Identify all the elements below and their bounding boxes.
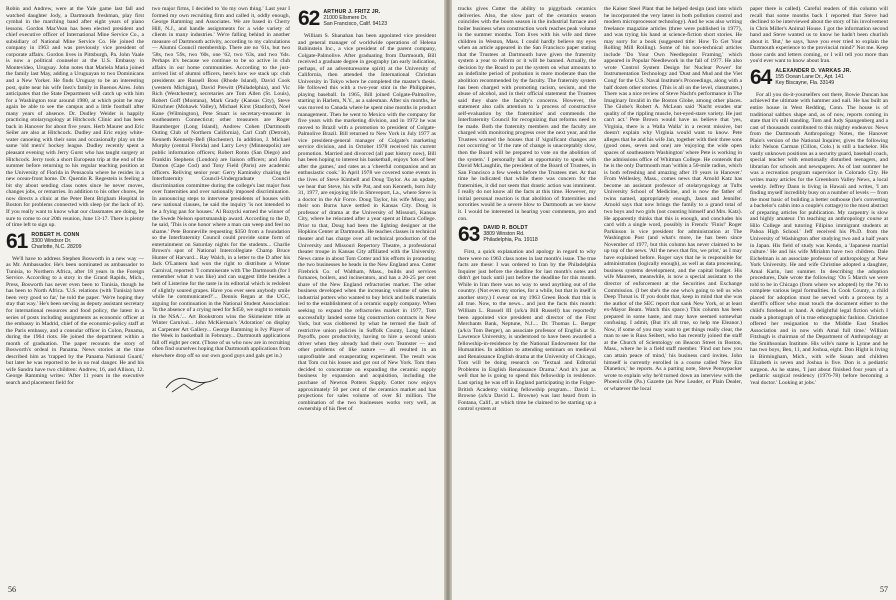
address-line: Philadelphia, Pa. 19118 [483, 237, 538, 244]
secretary-name: ROBERT H. CONN [31, 231, 80, 238]
class-heading [458, 225, 596, 245]
address-line: 155 Ocean Lane Dr., Apt. 141 [775, 74, 844, 81]
address-line: 3300 Windsor Dr. [31, 237, 72, 244]
page-number: 56 [8, 585, 16, 594]
secretary-name: ALEXANDER D. VARKAS JR. [775, 67, 852, 74]
address-line: 3809 Winston Rd. [483, 231, 525, 238]
sketch-illustration [162, 366, 222, 396]
secretary-address [775, 68, 851, 86]
secretary-address [483, 225, 537, 243]
binding-gutter [444, 0, 452, 600]
right-page [452, 0, 896, 600]
address-line: 21000 Ellsmere Dr. [323, 15, 368, 22]
secretary-address [31, 232, 81, 250]
left-column-3 [298, 6, 436, 576]
class-heading [750, 65, 888, 89]
page-number: 57 [880, 585, 888, 594]
left-column-1 [6, 6, 144, 576]
secretary-name: ARTHUR J. FRITZ JR. [323, 9, 381, 15]
class-number: 64 [750, 65, 772, 89]
class-heading [6, 229, 144, 253]
class-notes-text: two major firms, I decided to 'do my own thing.' Last year I formed my own recruiting firm and called it, oddly enough, George Ramming and Associates. We are based in Cherry Hill, N.J., and handle assignments for a wide variety of clients in many industries.' We're falling behind in another measure of Dartmouth activity, according to my calculations — Alumni Council membership. There are no '61s, but two '58s, two '59s, two '60s, one '62, two '63s, and two '64s. Perhaps it's because we continue to be so active in club affairs in our home communities. According to the just-arrived list of alumni officers, here's how we stack up: club presidents are Russell Boss (Rhode Island), David Cook (western Michigan), David Prewitt (Philadelphia), and Vic Rich (Westchester); secretaries are Tom Allen (St. Louis), Robert Goff (Montana), Mark Grady (Kansas City), Steve Kirschner (Mohawk Valley), Michael Kirst (Stanford), Noel Kane (Wilmington), Pete Stuart is secretary-treasurer in southeastern Connecticut; other treasurers are Roger Baumberger (Long Island), Andrew Cohen (Dartmouth Outing Club of Northern California), Carl Craft (Detroit), Kenneth Kennedy-Bell (Rochester). In addition, J. Michael Murphy (central Florida) and Larry Levy (Minneapolis) are public information officers; Robert Ronto (San Diego) and Franklin Stephens (London) are liaison officers; and John Damon (Cape Cod) and Tony Field (Paris) are academic officers. Reliving senior year: Gerry Kaminsky chairing the Interfraternity Council-Undergraduate Council discrimination committee during the college's last major fuss over fraternities and over nationally imposed discrimination. In announcing steps to intervene presidents of houses with new national clauses, he said the inquiry 'is not intended to be a frying pan for houses.' Al Rozycki earned the winner of the Swede Nelson sportsmanship award. According to the D, he said, 'This is one honor where a man can weep and feel no shame.' Pete Bonneville requesting $350 from a foundation so the Interfraternity Council could provide some form of entertainment on Saturday nights for the students... Charlie Brown's spot of National Intercollegiate Champ Bruce Hunter of Harvard... Ray Walch, in a letter to the D after his Jack O'Lantern had won the right to distribute a Winter Carnival, reported: 'I commiserate with The Dartmouth (for I remember what it was like) and can suggest little besides a belt of Listerine for the taste in its editorial which is redolent of slightly soured grapes. Have you ever seen anybody smile while he communicated?'... Dennis Regan at the UGC, arguing for continuation in the National Student Association: 'In the absence of a crying need for $450, we ought to remain in the NSA.'... Art Bookstrom wins the Skimeister title at Winter Carnival... John McKiernan's 'Adoration' on display at Carpenter Art Gallery... George Ramming is Ivy Player of the Week in basketball in February... Dartmouth applications fall off eight per cent. (Those of us who now are in recruiting often find ourselves hoping that Dartmouth applications from elsewhere drop off so our own good guys and gals get in.) [152, 6, 290, 359]
class-notes-text: paper there is called). Careful readers of this column will recall that some months back I reported that Steve had declined to be interviewed about the story of his involvement in Chris Miller's Animal House. I got the information second hand and Steve wanted us to know he hadn't been churlish about it. 'But,' he says, 'have you ever tried to explain the Dartmouth experience to the provincial mind?' Not me. Keep those cards and letters coming, or I will tell you more than you'd ever want to know about Iran. [750, 6, 888, 65]
class-notes-text: the Kaiser Steel Plant that he helped design (and into which he incorporated the very latest in both pollution control and modern microprocessor technology). And he was also writing freelance magazine articles (three were published in 1977), and was trying his hand at science-fiction short stories. He may sorry for a book (suggested title: How To Get Your Rolling Mill Rolling). Some of his non-technical articles include 'Do Your Own Needlepoint Framing,' which appeared in Popular Needlework in the fall of 1977. He also wrote 'Control System Design for Nuclear Power' for Instrumentation Technology and 'Dust and Mud and the Viet Cong' for the U.S. Naval Institute's Proceedings, along with a half dozen other stories. (This is all on the level, classmates.) There was a nice review of Steve Nacht's performance in The Imaginary Invalid in the Boston Globe, among other places. The Globe's Robert A. McLean said 'Nacht exudes star quality of the rippling muscle, hot-eyed-stare variety. He just can't act.' Pete Brown would have us believe that 'yes, Virginia, there is a Walla Walla' in a recent missive, but doesn't explain why Virginia would want to know. Pete alleges that he and his wife Jan, together with their three sons (good ones, seven and one) are 'enjoying the wide open spaces of southeastern Washington' where Pete is working in the admissions office of Whitman College. He contends that he is the only Dartmouth man 'within a 50-mile radius, which is both refreshing and amazing after 19 years in Hanover.' From Wellesley, Mass., comes news that Arnold Katz has become an assistant professor of otolaryngology at Tufts University School of Medicine, and is now the father of twins named, appropriately enough, Jason and Jennifer. Arnold says that now brings the family to a grand total of two boys and two girls (not counting himself and Mrs. Katz). He apparently thinks that this is enough, and concludes his card with a single word, possibly in French: 'Finis!' Roger Parkinson is vice president for administration at The Washington Post (and what's more, he has been since November of 1977, but this column has never claimed to be up top of the news. 'All the news that fits, we print,' as I may have explained before. Roger says that he is responsible for administration (logically enough), as well as data processing, business systems development, and the capital budget. His wife Maureen, meanwhile, is now a special assistant to the director of enforcement at the Securities and Exchange Commission. (I bet she's the one who's going to tell us who Deep Throat is. If you doubt that, keep in mind that she was the author of the SEC report that sank New York, or at least ex-Mayor Beam. Watch this space.) This column has been prepared in some haste, and may have seemed somewhat confusing. I admit, (But it's all true, so help me Eleanor.) Now, if some of you may want to get things really clear, the man to see is Russ Seibert, who has recently joined the staff at the Church of Scientology on Beacon Street in Boston, Mass., where he is a field staff member. 'Find out how you can attain peace of mind,' his business card invites. John himself is currently enrolled in a course called 'New Era Dianetics,' he reports. As a parting note, Steve Pennypacker wrote to explain why he'd turned down an interview with the Phoenixville (Pa.) Gazette (as New Leader, or Plain Dealer, or whatever the local [604, 6, 742, 392]
right-column-2 [604, 6, 742, 576]
address-line: Charlotte, N.C. 28209 [31, 243, 82, 250]
left-column-2 [152, 6, 290, 576]
class-heading [298, 9, 436, 29]
class-notes-text: First, a quick explanation and apology in regard to why there were no 1963 class notes in last month's issue. The true facts are these: I was ordered to Iran by the Philadelphia Inquirer just before the deadline for last month's notes and didn't get back until just before the deadline for this month. While in Iran there was no way to send anything out of the country. (Not even my stories, for a while, but that in itself is another story.) I swear on my 1963 Green Book that this is all true. Now, to the news... and just the facts this month: William L. Russell III (a/k/a Bill Russell) has reportedly been appointed vice president and director of the First Merchants Bank, Neptune, N.J.... Dr. Thomas L. Berger (a/k/a Tom Berger), an associate professor of English at St. Lawrence University, is understood to have been awarded a fellowship-in-residence by the National Endowment for the Humanities. In addition to attending seminars on medieval and Renaissance English drama at the University of Chicago, Tom will be doing research on 'Textual and Editorial Problems in English Renaissance Drama.' And it's just as well that he is going to spend this fellowship in residence. Last spring he was off in England participating in the Folger-British Academy visiting fellowship program... David L. Browne (a/k/a David L. Browne) was last heard from in Fontana, Calif., at which time he claimed to be starting up a control system at [458, 249, 596, 413]
address-line: Key Biscayne, Fla. 33149 [775, 80, 835, 87]
secretary-name: DAVID R. BOLDT [483, 225, 528, 232]
class-notes-text: trucks gives Cutter the ability to piggyback ceramics deliveries. Also, the slow part of the ceramics season coincides with the boom season in the industrial furnace and boiler business when construction work reaches peak volume in the summer months. Tom lives with his wife and three children in Weston, Mass. I could hardly believe my eyes when an article appeared in the San Francisco paper stating that the Trustees at Dartmouth have given the fraternity system a year to reform or it will be banned. Actually, the decision by the Board to put the system on what amounts to an indefinite period of probation is more moderate than the abolition recommended by the faculty. The fraternity system has been charged with promoting racism, sexism, and the abuse of alcohol, and in their official statement the Trustees said they share the faculty's concerns. However, the statement also calls attention to 'a process of constructive self-evaluation by the fraternities' and commends the Interfraternity Council for recognizing that reforms need to be made. Both the fraternity members and the faculty are charged with monitoring progress over the next year, and the Trustees warned the houses that if 'significant changes are not occurring' or 'if the rate of change is unacceptably slow, then the Board will be prepared to vote on the abolition of the system.' I personally had an opportunity to speak with David McLaughlin, the president of the Board of Trustees, in San Francisco a few weeks before the Trustees met. At that time he indicated that while there was concern for the fraternities, it did not seem that drastic action was imminent. I really do not know all the facts at this time. However, my initial personal reaction is that abolition of fraternities and sororities would be a severe blow to Dartmouth as we know it. I would be interested in hearing your comments, pro and con. [458, 6, 596, 222]
class-number: 62 [298, 7, 320, 30]
address-line: San Francisco, Calif. 94123 [323, 21, 388, 28]
class-notes-text: For all you do-it-yourselfers out there, Bowie Duncan has achieved the ultimate with hammer and nail. He has built an entire house in West Redding, Conn. The house is of traditional saltbox shape and, as of now, reports coming in state that it's still standing. Tom and Judy Spangenberg and a cast of thousands contributed to this mighty endeavor. News from the Dartmouth Anthropology Notes, the Hanover Plain's version of the National Inquirer, gives the following info: Nelson Carman (Cillon, Colo.) is still a bachelor. His vastly unknown positions as a security guard, baseball coach, special teacher with emotionally disturbed teenagers, and librarian for schools and newspapers. As of last summer he was a recreation program supervisor in Colorado City. He writes many articles for the Greenhorn Valley News, a local weekly. Jeffrey Dann is living in Hawaii and writes, 'I am finding myself incredibly busy on a number of levels — from the most basic of building a better outhouse (he's converting a bachelor's cabin into a couple's cottage) to the most abstract of preparing articles for publication. My carpentry is slow and highly amateur. I'm teaching an anthropology course at Hilo College and tutoring Filipino immigrant students at Pahoa High School.' Jeff received his Ph.D. from the University of Washington after studying two and a half years in Japan. His field of study was Kendo, a 'Japanese martial culture.' He and his wife Miriahm have two children. Dale Eichelman is an associate professor of anthropology at New York University. He and wife Christine adopted a daughter, Amal Karin, last summer. In describing the adoption procedures, Dale wrote the following: 'On 5 March we were told to be in Chicago (from where we adopted) by the 7th to complete various legal formalities. In Cook County, a child placed for adoption must be served with a process by a sheriff's officer who must touch the document either to the child's forehead or hand. A delightful legal fiction which I made a photograph of in true ethnographic fashion. Christine offered her resignation to the Middle East Studies Association and in now with Amal full time.' William Fitzhugh is chairman of the Department of Anthropology at the Smithsonian Institute. His wife's name is Lynne and he has two boys, Ben, 11, and Joshua, eight. Don Hight is living in Birmingham, Mich., with wife Susan and children Elizabeth is seven and Joshua is five. Don is a pediatric surgeon. As he states, 'I just about finished four years of a pediatric surgical residency (1976-78) before becoming a 'real doctor.' Looking at jobs.' [750, 91, 888, 386]
class-notes-text: Robin and Andrew, were at the Yale game last fall and watched daughter Jody, a Dartmouth freshman, play first cymbal in the marching band after eight years of piano lessons. Gordon MacVean has been elected president and chief executive officer of International Mine Service Co., a subsidiary of National Mine Service Co. He joined the company in 1963 and was previously vice president of corporate affairs. Gordon lives in Pittsburgh, Pa. John Vaale is now a political counselor at the U.S. Embassy in Montevideo, Uruguay. John notes that Mariela Maria joined the family last May, adding a Uruguayan to two Dominicans and a New Yorker. He finds Uruguay to be an interesting post, quite near his wife Inez's family in Buenos Aires. John anticipates that the State Department will catch up with him for a Washington tour around 1980, at which point he may again be able to see the campus and a little football after many years of absence. Dr. Dudley Weider is happily practicing otolaryngology at Hitchcock Clinic and has been back in Hanover for about five years. Herb Maurer and Eric Seiler are also at Hitchcock. Dudley and Eric enjoy white-water canoeing with their sons and occasionally play on the same 'old men's' hockey league. Dudley recently spent a pleasant evening with Jerry Gurst who has taught surgery at Hitchcock. Jerry took a short European trip at the end of the summer before returning to his regular teaching position at the University of Florida in Pensacola where he resides in a new ocean-front home. Dr. Quentin R. Regestein is feeling a bit shy about sending class notes since he never moves, changes jobs, or remarries. In addition to his other chores, he now directs a clinic at the Peter Bent Brigham Hospital in Boston for problems connected with sleep (or the lack of it). If you really want to know what our classmates are doing, be sure to come to our 20th reunion, June 13-17. There is plenty of time left to sign up. [6, 6, 144, 229]
class-notes-text: We'll have to address Stephen Bosworth in a new way — as Mr. Ambassador. He's been nominated as ambassador to Tunisia, to Northern Africa, after 18 years in the Foreign Service. According to a story in the Grand Rapids, Mich., Press, Bosworth has never even been to Tunisia, though he has been to North Africa. 'U.S. relations (with Tunisia) have been very good so far,' he told the paper. 'We're hoping they stay that way.' He's been serving as deputy assistant secretary for international resources and food policy, the latest in a series of posts including assignments as economic officer at the embassy in Madrid, chief of the economic-policy staff at the Paris embassy, and a consular officer in Colon, Panama, during the 1964 riots. He joined the department within a month of graduation. The paper recounts the story of Bosworth's ordeal in Panama. News stories at the time described him as 'trapped by the Panama National Guard,' but later he was reported to be in no real danger. He and his wife Sandra have two children: Andrew, 16, and Allison, 12. George Ramming writes: 'After 11 years in the executive search and placement field for [6, 255, 144, 386]
left-page [0, 0, 444, 600]
class-number: 61 [6, 229, 28, 253]
class-notes-text: William S. Shanahan has been appointed vice president and general manager of worldwide operations of Helena Rubinstein Inc., a vice president of the parent company, Colgate-Palmolive. After graduating from Dartmouth, Bill received a graduate degree in geography (an early indication, perhaps, of an adventuresome spirit) at the University of California, then attended the International Christian University in Tokyo where he completed the master's thesis. He followed this with a two-year stint in the Philippines, playing baseball. In 1965, Bill joined Colgate-Palmolive, starting in Harlem, N.Y., as a salesman. After six months, he was moved to Canada where he spent nine months in product management. Then he went to Mexico with the company for five years with the marketing division, and in 1972 he was moved to Brazil with a promotion to president of Colgate-Palmolive Brazil. Bill returned to New York in July 1977 as vice president-general manager of Colgate's marketing service division, and in October 1978 received his current promotion. Married and divorced (all past history now), Bill has been hoping to interest his basketball, enjoys 'lots of beer after the games,' and rates as a 'cheerful companion and an enthusiastic cook.' In April 1978 we covered some events in the lives of Steve Kimbell and Doug Taylor. As an update, we hear that Steve, his wife Pat, and son Kenneth, born July 31, 1977, are enjoying life in Shreveport, La., where Steve is a doctor in the Air Force. Doug Taylor, his wife Missy, and their son Burns have settled in Kansas City. Doug is professor of drama at the University of Missouri, Kansas City, where he relocated after a year spent at Ithaca College. Prior to that, Doug had been the lighting designer at the Hopkins Center at Dartmouth. He teaches classes in technical theater and has charge over all technical production of the University and Missouri Repertory Theatre, a professional theater troupe in Kansas City affiliated with the University. News came in about Tom Cotter and his efforts in promoting the two businesses he heads in the New England area. Cotter Firebrick Co. of Waltham, Mass., builds and services furnaces, boilers, and incinerators, and has a 20-25 per cent share of the New England refractories market. The other business developed when the increasing volume of sales to industrial potters who wanted to buy brick and bulk materials led to the establishment of a ceramic supply company. When seeking to expand the refractories market in 1977, Tom successfully landed some big construction contracts in New York, but was clobbered by what he termed the fault of restrictive union policies in Suffolk County, Long Island. Payoffs, poor productivity, having to hire a second union driver when they already had their own Teamster — and other problems of like nature — all resulted in an unprofitable and exasperating experiment. The result was that Tom cut his losses and got out of New York. Tom then decided to concentrate on expanding the ceramic supply business by expansion and acquisition, including the purchase of Newton Potters Supply. Cotter now enjoys approximately 50 per cent of the ceramics market and has projections for sales volume of over $1 million. The combination of the two businesses works very well, as ownership of his fleet of [298, 33, 436, 413]
right-column-3 [750, 6, 888, 576]
secretary-address [323, 9, 387, 27]
class-number: 63 [458, 223, 480, 247]
right-column-1 [458, 6, 596, 576]
